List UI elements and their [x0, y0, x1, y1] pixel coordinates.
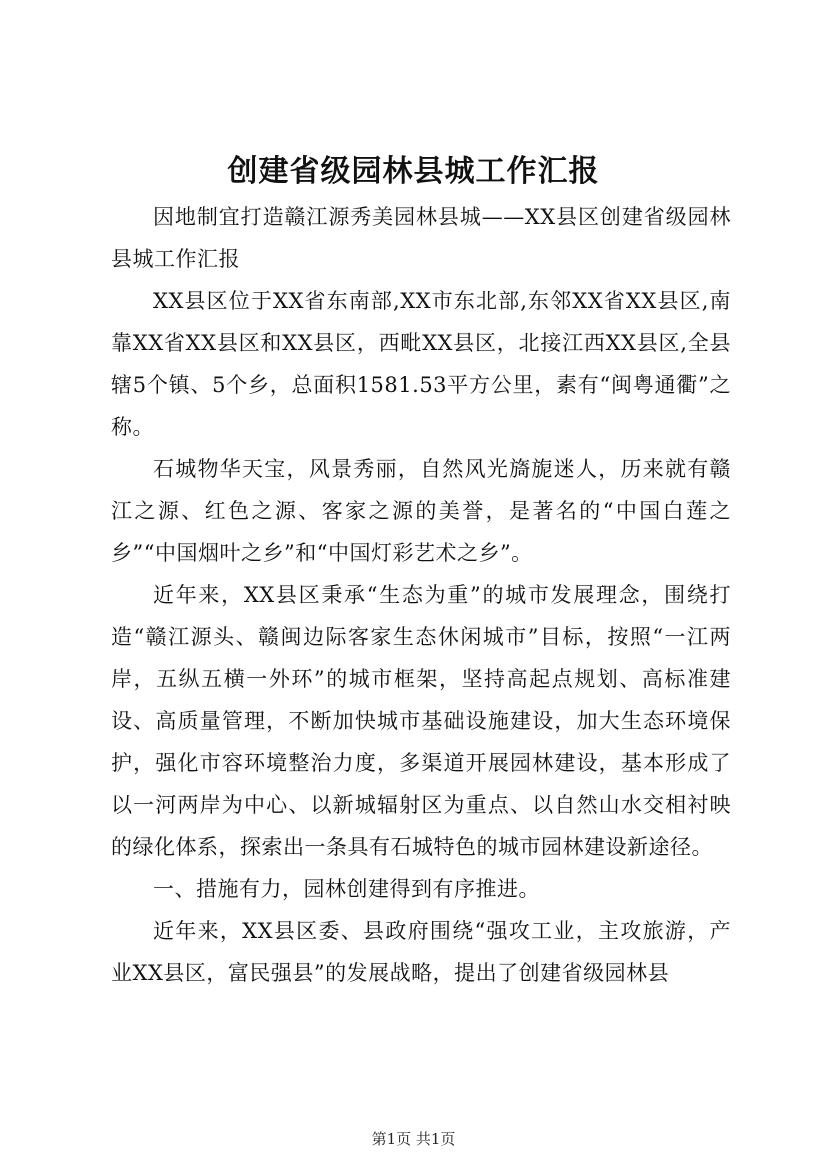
- paragraph-subtitle: 因地制宜打造赣江源秀美园林县城——XX县区创建省级园林县城工作汇报: [111, 205, 731, 271]
- paragraph-strategy: 近年来，XX县区委、县政府围绕“强攻工业，主攻旅游，产业XX县区，富民强县”的发展战略，提出了创建省级园林县: [111, 919, 731, 985]
- page-footer: 第1页 共1页: [371, 1130, 456, 1148]
- document-title: 创建省级园林县城工作汇报: [227, 154, 600, 189]
- paragraph-scenery: 石城物华天宝，风景秀丽，自然风光旖旎迷人，历来就有赣江之源、红色之源、客家之源的美誉，是著名的“中国白莲之乡”“中国烟叶之乡”和“中国灯彩艺术之乡”。: [111, 457, 731, 565]
- section-heading-measures: 一、措施有力，园林创建得到有序推进。: [153, 877, 540, 901]
- paragraph-development: 近年来，XX县区秉承“生态为重”的城市发展理念，围绕打造“赣江源头、赣闽边际客家生态休闲城市”目标，按照“一江两岸，五纵五横一外环”的城市框架，坚持高起点规划、高标准建设、高质量管理，不断加快城市基础设施建设，加大生态环境保护，强化市容环境整治力度，多渠道开展园林建设，基本形成了以一河两岸为中心、以新城辐射区为重点、以自然山水交相衬映的绿化体系，探索出一条具有石城特色的城市园林建设新途径。: [111, 583, 731, 859]
- paragraph-location: XX县区位于XX省东南部,XX市东北部,东邻XX省XX县区,南靠XX省XX县区和XX县区，西毗XX县区，北接江西XX县区,全县辖5个镇、5个乡，总面积1581.53平方公里，素有“闽粤通衢”之称。: [111, 289, 731, 439]
- document-body: [111, 196, 731, 994]
